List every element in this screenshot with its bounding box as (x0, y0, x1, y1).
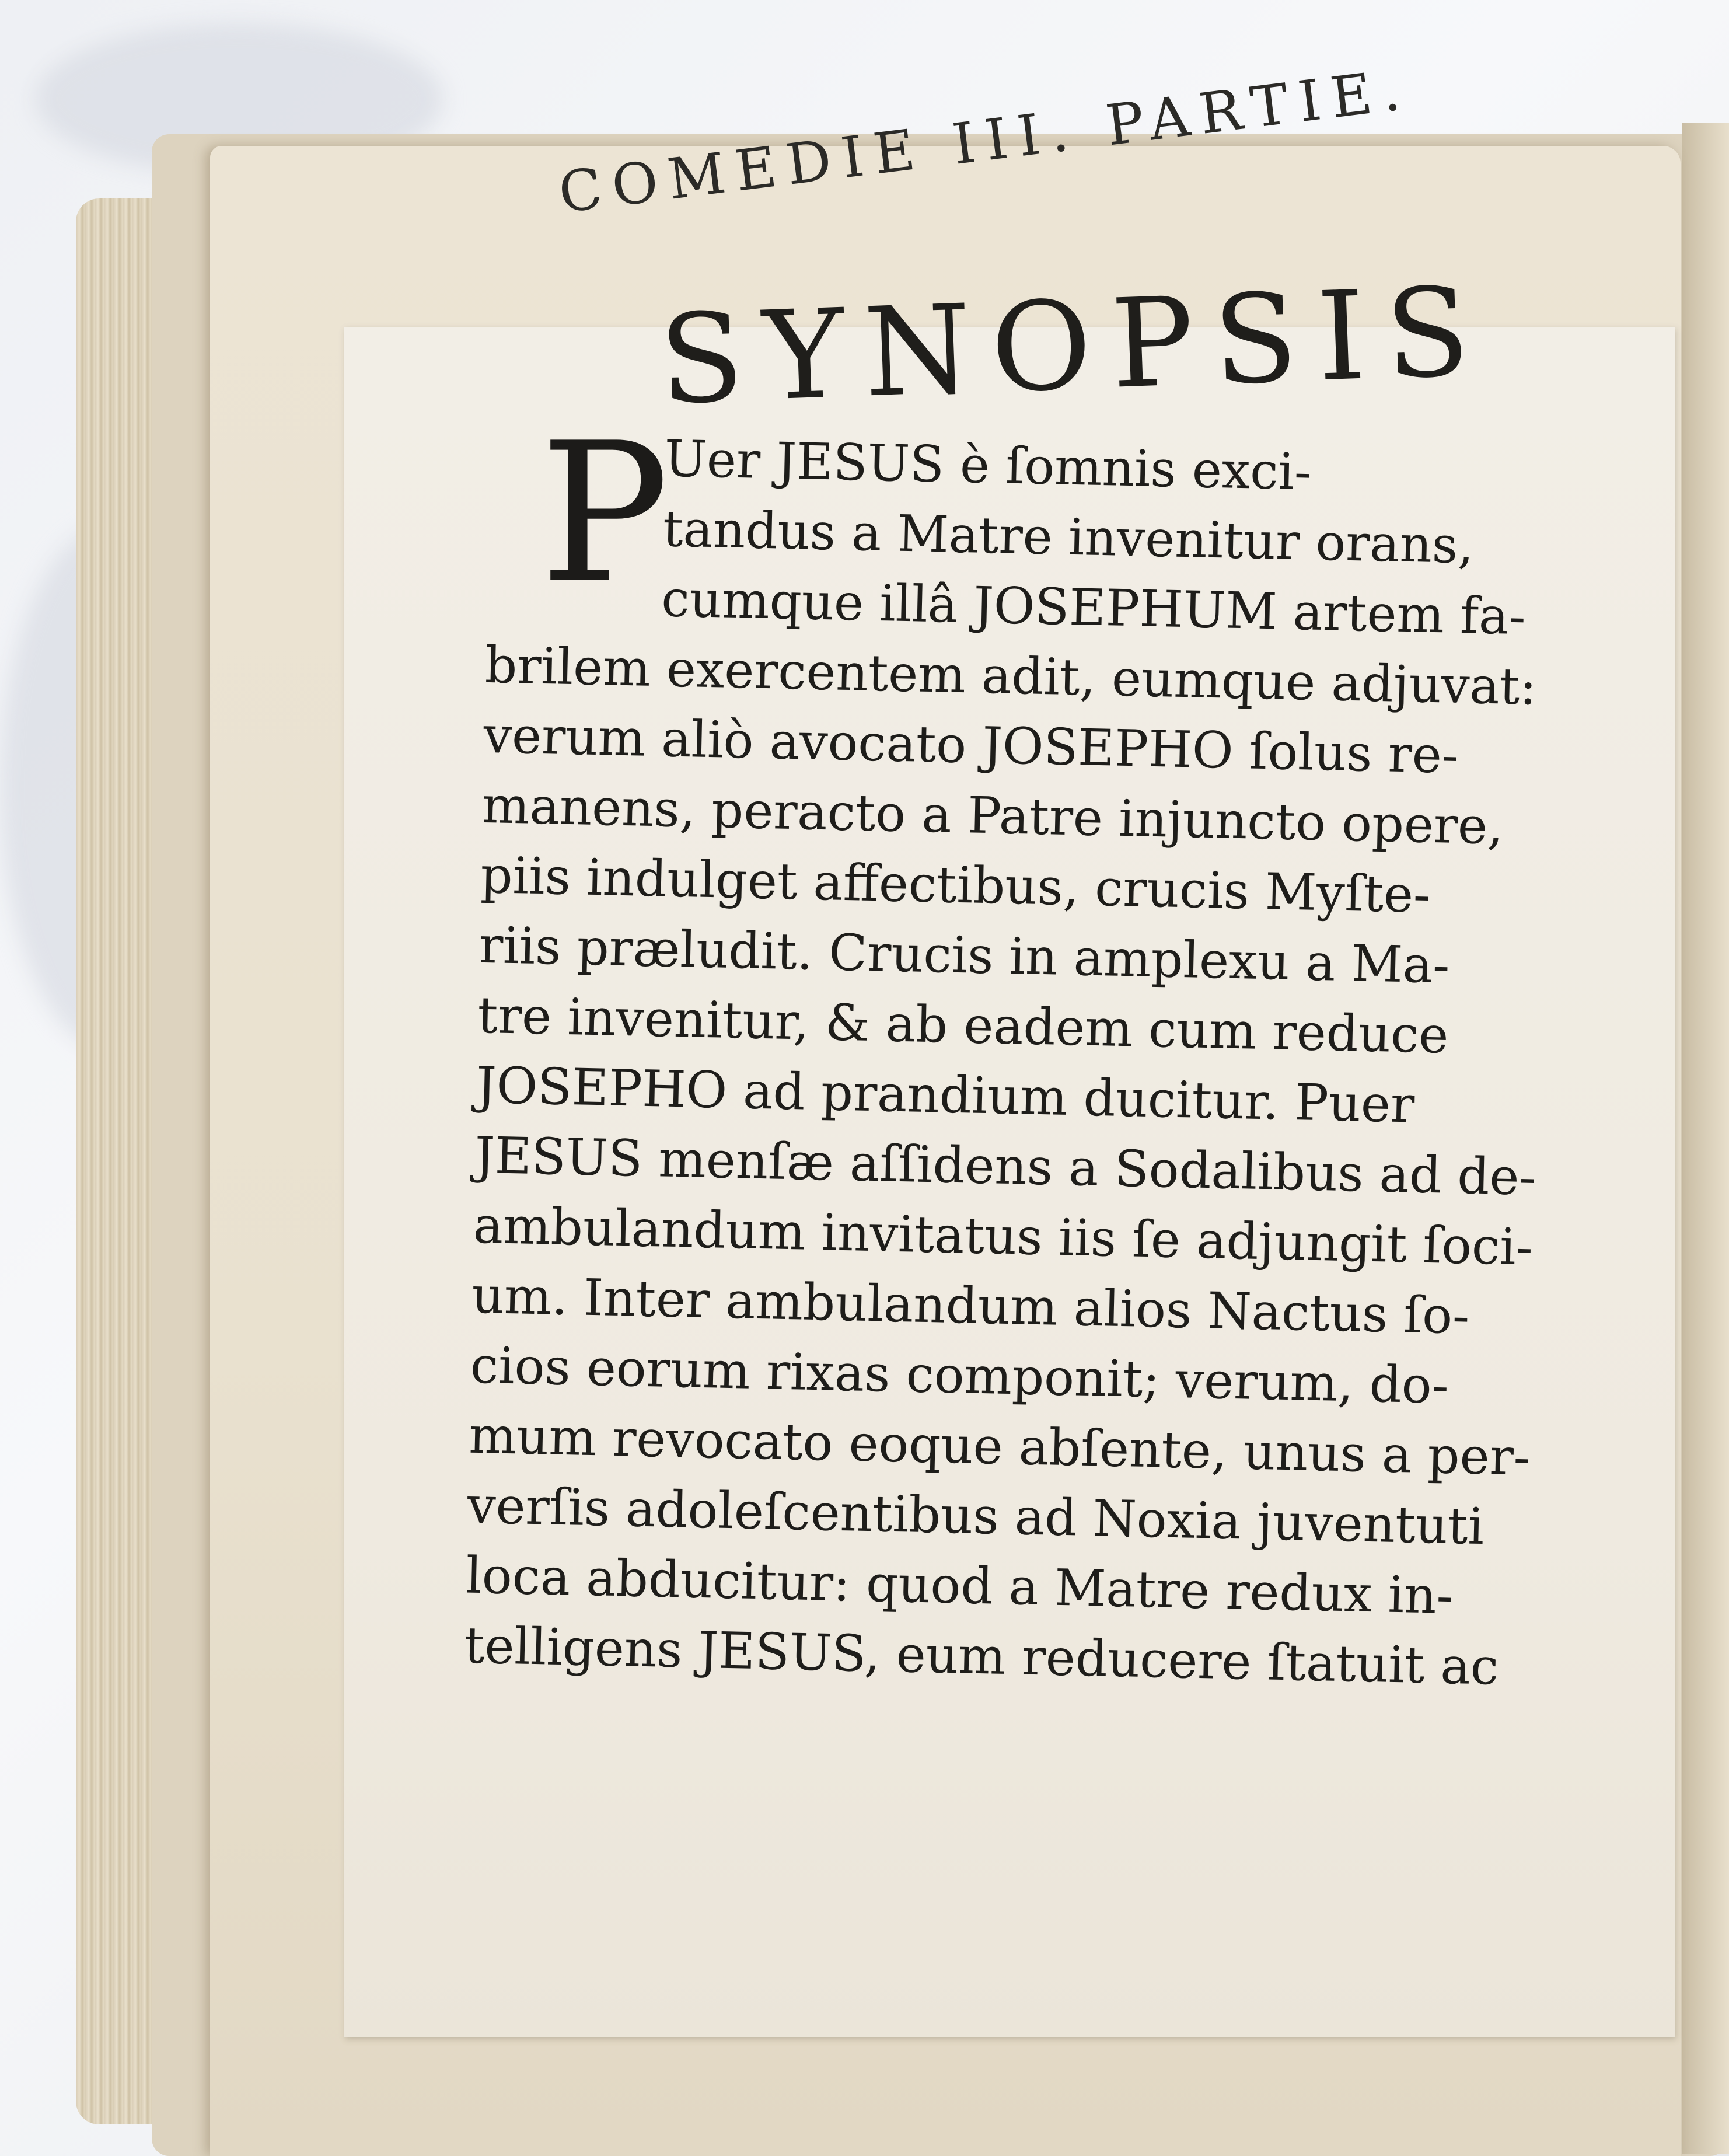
text-line: JESUS menſæ aſſidens a Sodalibus ad de- (474, 1126, 1537, 1207)
text-line: riis præludit. Crucis in amplexu a Ma- (478, 916, 1451, 995)
text-line: telligens JESUS, eum reducere ſtatuit ac (463, 1616, 1500, 1697)
right-page-edge (1682, 123, 1729, 2154)
text-line: verſis adoleſcentibus ad Noxia juventuti (467, 1476, 1485, 1557)
text-line: manens, peracto a Patre injuncto opere, (481, 776, 1504, 856)
text-line: cumque illâ JOSEPHUM artem fa- (661, 570, 1527, 647)
text-line: cios eorum rixas componit; verum, do- (470, 1336, 1449, 1415)
page-title: SYNOPSIS (657, 260, 1492, 432)
text-line: Uer JESUS è ſomnis exci- (663, 430, 1312, 502)
text-line: verum aliò avocato JOSEPHO ſolus re- (483, 706, 1459, 785)
synopsis-text (464, 420, 1628, 1704)
text-line: tre invenitur, & ab eadem cum reduce (477, 986, 1449, 1065)
text-line: tandus a Matre invenitur orans, (662, 500, 1475, 575)
text-line: um. Inter ambulandum alios Nactus ſo- (471, 1266, 1470, 1346)
drop-cap: P (540, 402, 670, 626)
text-line: loca abducitur: quod a Matre redux in- (465, 1546, 1454, 1626)
text-line: piis indulget affectibus, crucis Myſte- (480, 846, 1431, 925)
text-line: mum revocato eoque abſente, unus a per- (468, 1406, 1531, 1487)
text-line: brilem exercentem adit, eumque adjuvat: (484, 636, 1538, 717)
running-head: COMEDIE III. PARTIE. (555, 56, 1414, 226)
text-line: JOSEPHO ad prandium ducitur. Puer (476, 1056, 1416, 1135)
text-line: ambulandum invitatus iis ſe adjungit ſoci- (473, 1196, 1534, 1277)
